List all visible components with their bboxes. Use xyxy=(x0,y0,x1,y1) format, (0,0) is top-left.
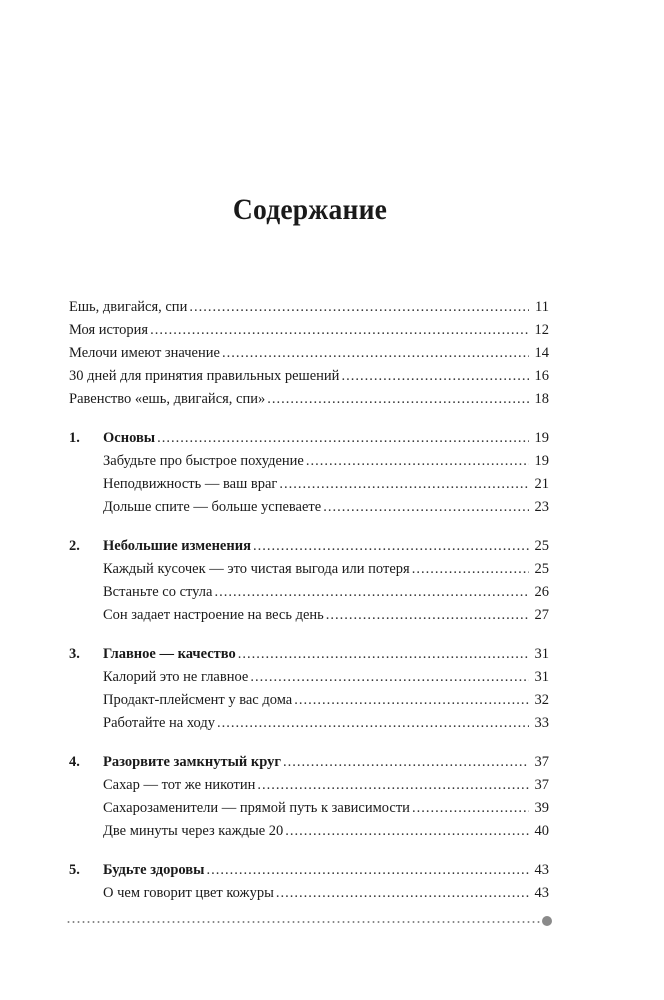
toc-section[interactable] xyxy=(69,604,549,627)
dot-leader xyxy=(323,496,529,519)
section-title: О чем говорит цвет кожуры xyxy=(103,885,274,901)
chapter-number: 3. xyxy=(69,646,80,662)
toc-chapter-4 xyxy=(69,751,549,843)
toc-section[interactable] xyxy=(69,581,549,604)
section-page: 31 xyxy=(534,669,549,685)
chapter-number: 5. xyxy=(69,862,80,878)
chapter-title: Будьте здоровы xyxy=(103,862,205,878)
section-page: 21 xyxy=(534,476,549,492)
toc-entry-label: Моя история xyxy=(69,322,149,338)
dot-leader xyxy=(253,535,529,558)
toc-chapter-heading[interactable] xyxy=(69,859,549,882)
section-page: 39 xyxy=(534,800,549,816)
toc-chapter-5 xyxy=(69,859,549,905)
section-title: Работайте на ходу xyxy=(103,715,216,731)
section-title: Забудьте про быстрое похудение xyxy=(103,453,304,469)
toc-section[interactable] xyxy=(69,712,549,735)
toc-entry[interactable] xyxy=(69,342,549,365)
dot-leader xyxy=(285,820,529,843)
chapter-page: 43 xyxy=(534,862,549,878)
toc-entry-page: 14 xyxy=(534,345,549,361)
dot-leader xyxy=(257,774,529,797)
chapter-page: 19 xyxy=(534,430,549,446)
chapter-page: 31 xyxy=(534,646,549,662)
section-page: 33 xyxy=(534,715,549,731)
toc-entry-label: Ешь, двигайся, спи xyxy=(69,299,188,315)
section-page: 40 xyxy=(534,823,549,839)
dot-leader xyxy=(279,473,529,496)
dot-leader xyxy=(341,365,529,388)
dot-leader xyxy=(412,797,529,820)
section-page: 26 xyxy=(534,584,549,600)
toc-entry-label: Мелочи имеют значение xyxy=(69,345,220,361)
toc-entry-page: 18 xyxy=(534,391,549,407)
toc-section[interactable] xyxy=(69,496,549,519)
chapter-title: Основы xyxy=(103,430,156,446)
toc-chapter-heading[interactable] xyxy=(69,643,549,666)
toc-section[interactable] xyxy=(69,558,549,581)
toc-entry-page: 11 xyxy=(535,299,549,315)
footer-dotted-rule xyxy=(66,920,546,924)
toc-chapter-heading[interactable] xyxy=(69,427,549,450)
toc-section[interactable] xyxy=(69,666,549,689)
section-title: Встаньте со стула xyxy=(103,584,213,600)
footer-bullet-icon xyxy=(542,916,552,926)
chapter-title: Разорвите замкнутый круг xyxy=(103,754,281,770)
dot-leader xyxy=(157,427,529,450)
dot-leader xyxy=(206,859,529,882)
toc-entry[interactable] xyxy=(69,296,549,319)
toc-section[interactable] xyxy=(69,882,549,905)
chapter-number: 4. xyxy=(69,754,80,770)
dot-leader xyxy=(214,581,529,604)
toc-chapter-1 xyxy=(69,427,549,519)
section-page: 37 xyxy=(534,777,549,793)
section-title: Сахарозаменители — прямой путь к зависимости xyxy=(103,800,410,816)
dot-leader xyxy=(326,604,529,627)
dot-leader xyxy=(150,319,529,342)
toc-chapter-3 xyxy=(69,643,549,735)
dot-leader xyxy=(238,643,529,666)
dot-leader xyxy=(412,558,529,581)
section-page: 19 xyxy=(534,453,549,469)
section-page: 25 xyxy=(534,561,549,577)
section-page: 27 xyxy=(534,607,549,623)
toc-chapter-heading[interactable] xyxy=(69,751,549,774)
chapter-page: 37 xyxy=(534,754,549,770)
chapter-number: 1. xyxy=(69,430,80,446)
toc-chapter-heading[interactable] xyxy=(69,535,549,558)
toc-entry-page: 12 xyxy=(534,322,549,338)
dot-leader xyxy=(267,388,529,411)
toc-section[interactable] xyxy=(69,689,549,712)
section-title: Дольше спите — больше успеваете xyxy=(103,499,322,515)
dot-leader xyxy=(189,296,529,319)
dot-leader xyxy=(306,450,529,473)
toc-section[interactable] xyxy=(69,473,549,496)
section-page: 32 xyxy=(534,692,549,708)
toc-entry[interactable] xyxy=(69,365,549,388)
section-title: Сон задает настроение на весь день xyxy=(103,607,324,623)
section-title: Калорий это не главное xyxy=(103,669,249,685)
toc-section[interactable] xyxy=(69,774,549,797)
toc-entry-label: 30 дней для принятия правильных решений xyxy=(69,368,340,384)
dot-leader xyxy=(276,882,529,905)
dot-leader xyxy=(283,751,529,774)
section-title: Продакт-плейсмент у вас дома xyxy=(103,692,293,708)
page-title: Содержание xyxy=(232,193,388,226)
section-title: Неподвижность — ваш враг xyxy=(103,476,278,492)
section-title: Сахар — тот же никотин xyxy=(103,777,256,793)
toc-section[interactable] xyxy=(69,450,549,473)
toc-entry-label: Равенство «ешь, двигайся, спи» xyxy=(69,391,266,407)
toc-entry[interactable] xyxy=(69,388,549,411)
dot-leader xyxy=(294,689,529,712)
chapter-title: Главное — качество xyxy=(103,646,236,662)
toc-entry[interactable] xyxy=(69,319,549,342)
section-title: Две минуты через каждые 20 xyxy=(103,823,284,839)
toc-chapter-2 xyxy=(69,535,549,627)
section-page: 43 xyxy=(534,885,549,901)
toc-section[interactable] xyxy=(69,820,549,843)
dot-leader xyxy=(250,666,529,689)
table-of-contents xyxy=(69,296,549,905)
section-page: 23 xyxy=(534,499,549,515)
dot-leader xyxy=(222,342,529,365)
toc-intro xyxy=(69,296,549,411)
chapter-number: 2. xyxy=(69,538,80,554)
dot-leader xyxy=(217,712,529,735)
toc-entry-page: 16 xyxy=(534,368,549,384)
chapter-title: Небольшие изменения xyxy=(103,538,251,554)
toc-section[interactable] xyxy=(69,797,549,820)
chapter-page: 25 xyxy=(534,538,549,554)
section-title: Каждый кусочек — это чистая выгода или потеря xyxy=(103,561,410,577)
